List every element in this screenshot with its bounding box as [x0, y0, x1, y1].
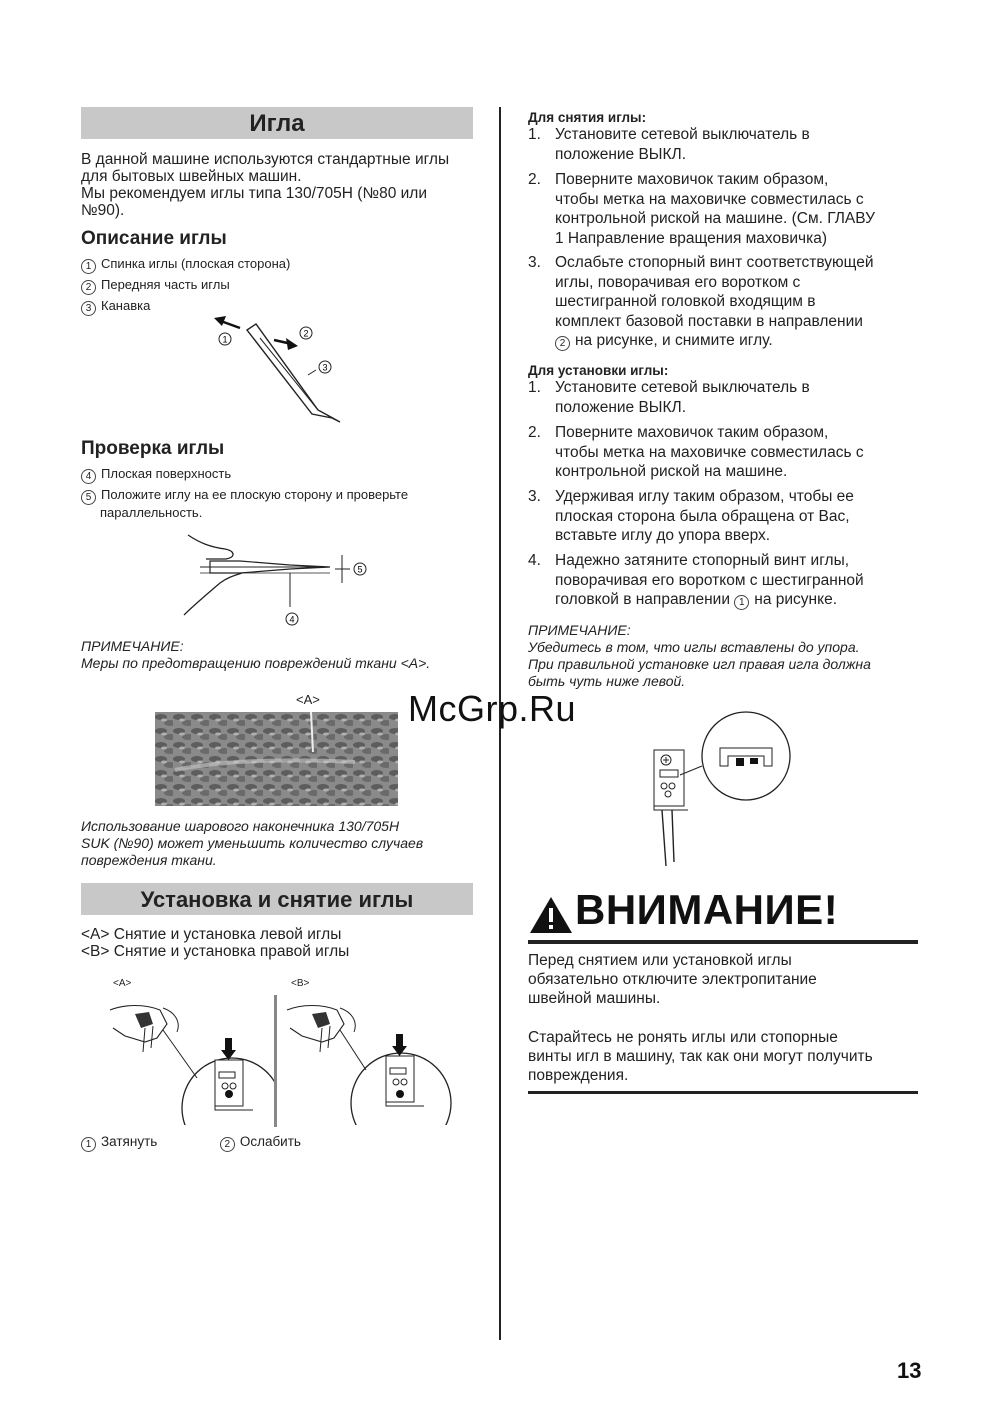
- svg-text:1: 1: [222, 334, 228, 345]
- install-step-4: 4. Надежно затяните стопорный винт иглы, поворачивая его воротком с шестигранной головкой в направлении 1 на рисунке.: [528, 552, 864, 608]
- figure-b-label: <B>: [291, 978, 310, 989]
- section-header-needle: Игла: [81, 107, 473, 139]
- svg-text:2: 2: [303, 328, 309, 339]
- needle-illustration: [200, 310, 360, 430]
- needle-check-illustration: [180, 525, 380, 635]
- install-needle-title: Для установки иглы:: [528, 363, 669, 378]
- needle-clamp-illustration: [650, 708, 805, 873]
- needle-check-title: Проверка иглы: [81, 438, 225, 459]
- svg-text:4: 4: [289, 614, 295, 625]
- fabric-label: <A>: [296, 692, 320, 707]
- warning-text-1: Перед снятием или установкой иглы обязательно отключите электропитание швейной машины.: [528, 952, 817, 1007]
- needle-description-title: Описание иглы: [81, 228, 227, 249]
- install-illustration-a: [105, 990, 275, 1125]
- install-illustration-b: [282, 990, 452, 1125]
- install-step-2: 2. Поверните маховичок таким образом, чтобы метка на маховичке совместилась с контрольной риской на машине.: [528, 424, 864, 480]
- figure-a-label: <A>: [113, 978, 132, 989]
- remove-needle-title: Для снятия иглы:: [528, 110, 647, 125]
- warning-title: ВНИМАНИЕ!: [575, 886, 839, 933]
- warning-icon: [528, 895, 574, 935]
- fabric-photo: [155, 712, 398, 806]
- page-number: 13: [897, 1358, 922, 1383]
- needle-description-list: 1 Спинка иглы (плоская сторона) 2 Передняя часть иглы 3 Канавка: [81, 256, 290, 319]
- remove-step-2: 2. Поверните маховичок таким образом, чтобы метка на маховичке совместилась с контрольной риской на машине. (См. ГЛАВУ 1 Направление вращения маховичка): [528, 171, 875, 247]
- install-legend: 1 Затянуть 2 Ослабить: [81, 1134, 301, 1152]
- svg-text:5: 5: [357, 564, 363, 575]
- remove-step-1: 1. Установите сетевой выключатель в положение ВЫКЛ.: [528, 126, 810, 163]
- watermark: McGrp.Ru: [408, 688, 577, 729]
- install-step-3: 3. Удерживая иглу таким образом, чтобы ее плоская сторона была обращена от Вас, вставьте иглу до упора вверх.: [528, 488, 854, 544]
- warning-top-rule: [528, 940, 918, 944]
- install-intro: <A> Снятие и установка левой иглы <B> Снятие и установка правой иглы: [81, 926, 350, 960]
- svg-text:3: 3: [322, 362, 328, 373]
- intro-paragraph: В данной машине используются стандартные иглы для бытовых швейных машин. Мы рекомендуем иглы типа 130/705H (№80 или №90).: [81, 151, 450, 219]
- install-step-1: 1. Установите сетевой выключатель в положение ВЫКЛ.: [528, 379, 810, 416]
- needle-check-list: 4 Плоская поверхность 5 Положите иглу на ее плоскую сторону и проверьте параллельность.: [81, 466, 408, 521]
- ball-point-note: Использование шарового наконечника 130/705H SUK (№90) может уменьшить количество случаев повреждения ткани.: [81, 818, 424, 868]
- needle-depth-note: ПРИМЕЧАНИЕ: Убедитесь в том, что иглы вставлены до упора. При правильной установке игл правая игла должна быть чуть ниже левой.: [528, 622, 871, 689]
- fabric-note: ПРИМЕЧАНИЕ: Меры по предотвращению повреждений ткани <A>.: [81, 638, 431, 671]
- warning-text-2: Старайтесь не ронять иглы или стопорные винты игл в машину, так как они могут получить повреждения.: [528, 1029, 873, 1084]
- remove-step-3: 3. Ослабьте стопорный винт соответствующей иглы, поворачивая его воротком с шестигранной головкой входящим в комплект базовой поставки в направлении 2 на рисунке, и снимите иглу.: [528, 254, 874, 349]
- figure-divider: [274, 995, 277, 1127]
- section-header-install: Установка и снятие иглы: [81, 883, 473, 915]
- warning-bottom-rule: [528, 1091, 918, 1094]
